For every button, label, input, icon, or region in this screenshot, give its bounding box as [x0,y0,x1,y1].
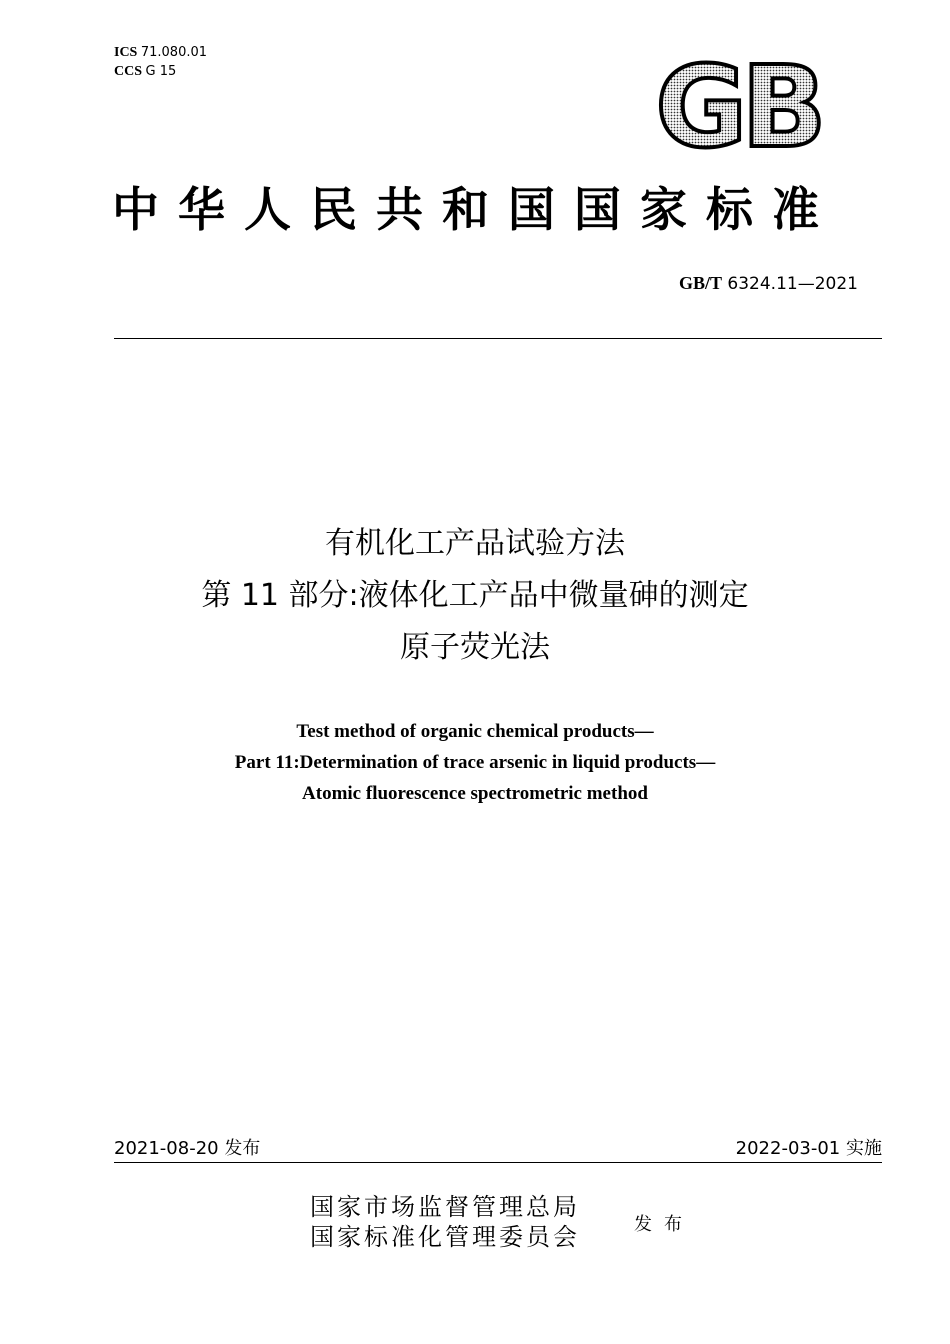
english-title [0,716,950,809]
issuer-line: 国家市场监督管理总局 [310,1193,580,1221]
gb-logo [646,60,830,152]
implementation-date: 2022-03-01 实施 [735,1138,882,1159]
ics-code [114,43,207,62]
issuer-line: 国家标准化管理委员会 [310,1223,580,1251]
svg-text:GB: GB [655,60,821,152]
standard-number [679,273,858,294]
standard-number-prefix: GB/T [679,273,723,293]
ccs-label: CCS [114,64,143,79]
english-title-line: Test method of organic chemical products— [296,721,654,742]
header-divider [114,338,882,339]
ics-label: ICS [114,45,138,60]
english-title-line: Atomic fluorescence spectrometric method [302,783,648,804]
chinese-title-line: 原子荧光法 [400,630,550,665]
ics-value: 71.080.01 [140,45,208,60]
ccs-value: G 15 [145,64,177,79]
footer-divider [114,1162,882,1163]
national-standard-heading: 中华人民共和国国家标准 [112,183,838,238]
standard-number-value: 6324.11—2021 [727,274,858,294]
chinese-title-line: 有机化工产品试验方法 [325,526,625,561]
chinese-title [0,518,950,674]
english-title-line: Part 11:Determination of trace arsenic in liquid products— [234,752,716,773]
issuing-authorities [310,1192,580,1252]
issue-word: 发布 [634,1214,694,1235]
ccs-code [114,62,207,81]
classification-codes [114,43,207,81]
issue-date: 2021-08-20 发布 [114,1138,261,1159]
chinese-title-line: 第 11 部分:液体化工产品中微量砷的测定 [201,578,749,613]
